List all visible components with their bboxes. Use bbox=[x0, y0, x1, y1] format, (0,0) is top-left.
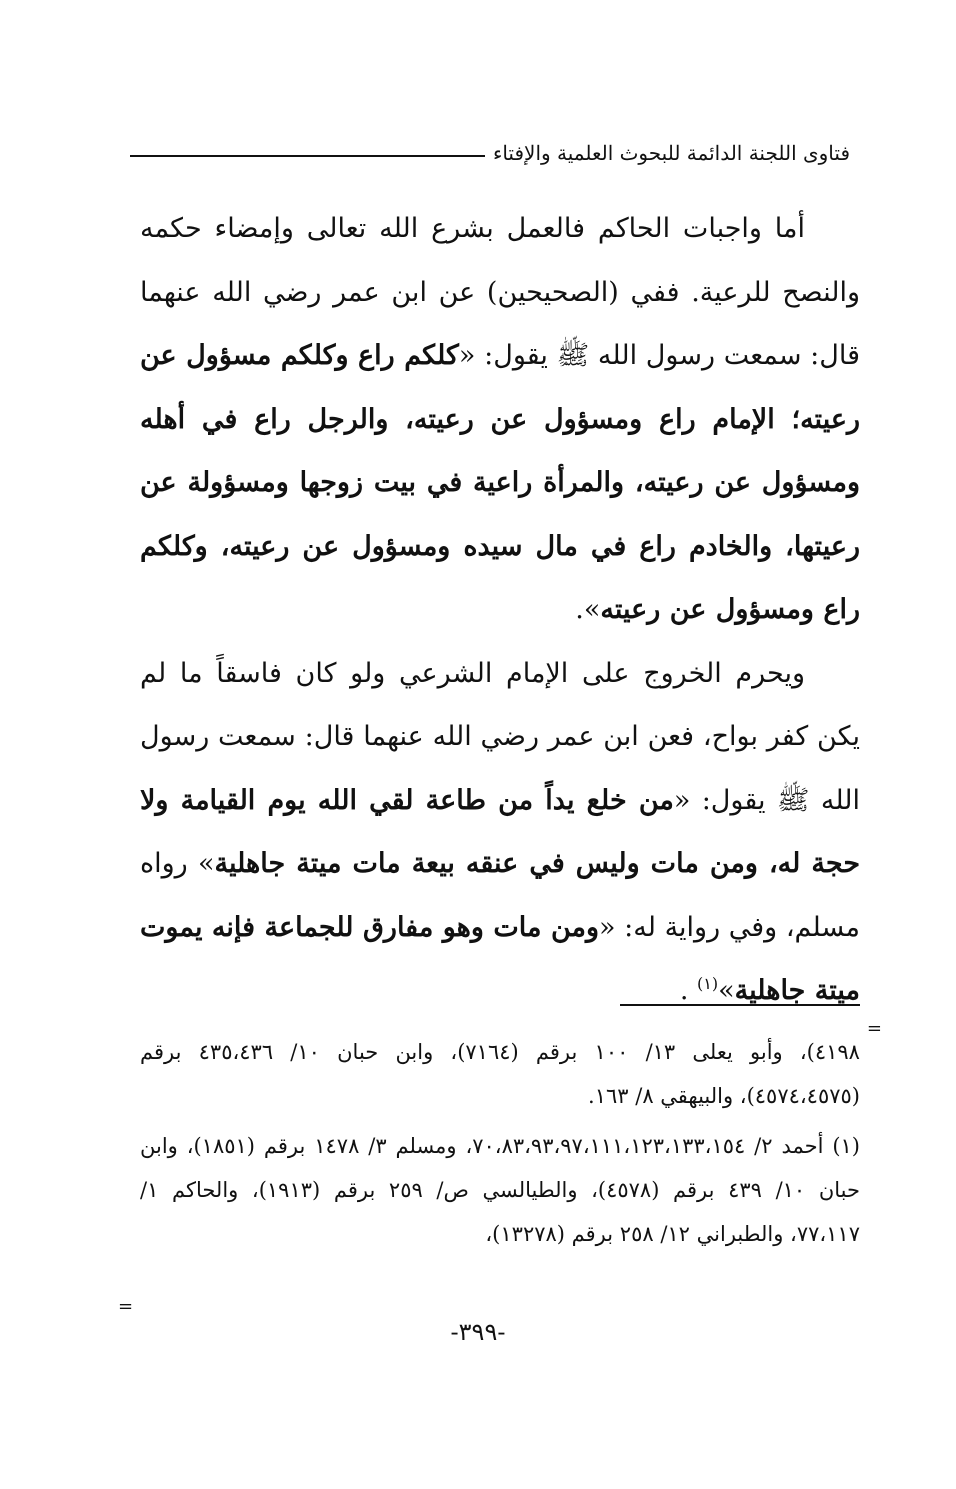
quote-close: » bbox=[718, 975, 735, 1006]
page-number: -٣٩٩- bbox=[450, 1318, 506, 1346]
paragraph-1-closing: ». bbox=[575, 594, 601, 625]
footnote-separator bbox=[620, 1004, 860, 1006]
footnote-reference[interactable]: (١) bbox=[697, 974, 719, 993]
continuation-mark-top: = bbox=[866, 1018, 882, 1039]
header-rule bbox=[130, 155, 485, 157]
paragraph-1-text: أما واجبات الحاكم فالعمل بشرع الله تعالى وإمضاء حكمه والنصح للرعية. ففي (الصحيحين) عن ابن عمر رضي الله عنهما قال: سمعت رسول الله ﷺ يقول: « bbox=[140, 213, 860, 371]
paragraph-2-end: . bbox=[679, 975, 698, 1006]
paragraph-2-citation: » رواه مسلم، وفي رواية له: « bbox=[140, 848, 860, 943]
footnote-continuation: ٤١٩٨)، وأبو يعلى ١٣/ ١٠٠ برقم (٧١٦٤)، وابن حبان ١٠/ ٤٣٥،٤٣٦ برقم (٤٥٧٤،٤٥٧٥)، والبيهقي ٨/ ١٦٣. bbox=[140, 1040, 860, 1108]
footnotes bbox=[140, 1030, 860, 1256]
running-header bbox=[130, 138, 850, 168]
hadith-quote-3: ومن مات وهو مفارق للجماعة فإنه يموت ميتة جاهلية bbox=[140, 911, 860, 1006]
paragraph-1 bbox=[140, 197, 860, 642]
header-title: فتاوى اللجنة الدائمة للبحوث العلمية والإفتاء bbox=[492, 141, 850, 165]
paragraph-2-text: ويحرم الخروج على الإمام الشرعي ولو كان فاسقاً ما لم يكن كفر بواح، فعن ابن عمر رضي الله عنهما قال: سمعت رسول الله ﷺ يقول: « bbox=[140, 657, 860, 816]
footnote-1: (١) أحمد ٢/ ٧٠،٨٣،٩٣،٩٧،١١١،١٢٣،١٣٣،١٥٤، ومسلم ٣/ ١٤٧٨ برقم (١٨٥١)، وابن حبان ١٠/ ٤٣٩ برقم (٤٥٧٨)، والطيالسي ص/ ٢٥٩ برقم (١٩١٣)، والحاكم ١/ ٧٧،١١٧، والطبراني ١٢/ ٢٥٨ برقم (١٣٢٧٨)، bbox=[140, 1134, 860, 1246]
paragraph-2 bbox=[140, 642, 860, 1023]
hadith-quote-1: كلكم راع وكلكم مسؤول عن رعيته؛ الإمام راع ومسؤول عن رعيته، والرجل راع في أهله ومسؤول عن رعيته، والمرأة راعية في بيت زوجها ومسؤولة عن رعيتها، والخادم راع في مال سيده ومسؤول عن رعيته، وكلكم راع ومسؤول عن رعيته bbox=[140, 340, 860, 625]
main-text bbox=[140, 197, 860, 1023]
hadith-quote-2: من خلع يداً من طاعة لقي الله يوم القيامة ولا حجة له، ومن مات وليس في عنقه بيعة مات ميتة جاهلية bbox=[140, 784, 861, 879]
continuation-mark-bottom: = bbox=[118, 1296, 134, 1317]
